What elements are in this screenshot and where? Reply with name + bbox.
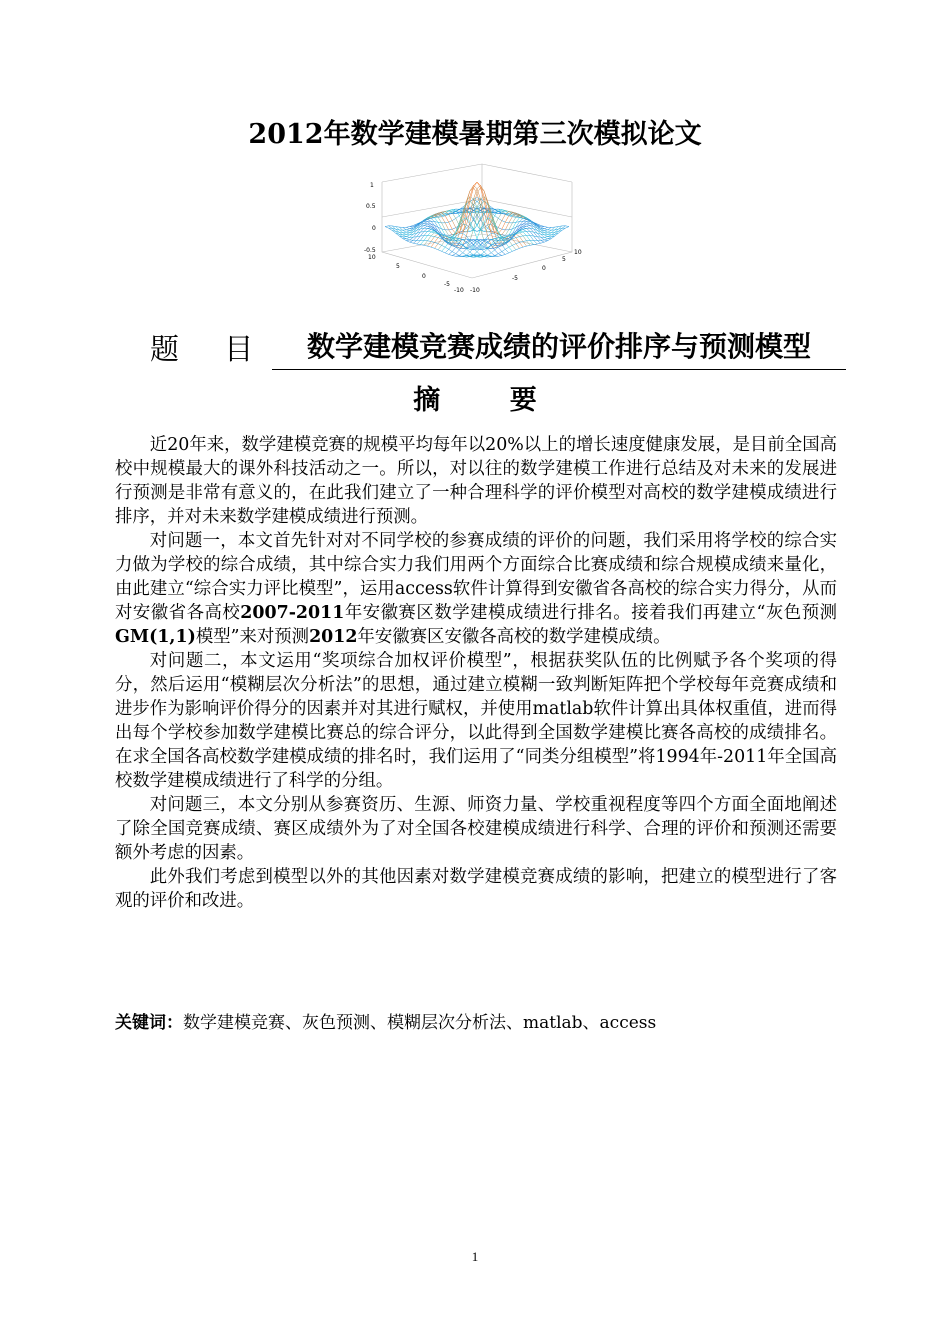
abstract-heading: 摘 要 [413, 385, 567, 416]
surface-plot-figure [362, 160, 602, 300]
abstract-paragraph: 此外我们考虑到模型以外的其他因素对数学建模竞赛成绩的影响，把建立的模型进行了客观的评价和改进。 [115, 867, 837, 911]
z-tick-label: 0 [372, 225, 376, 232]
y-tick-label: -10 [470, 287, 480, 294]
abstract-paragraph: 对问题一，本文首先针对对不同学校的参赛成绩的评价的问题，我们采用将学校的综合实力做为学校的综合成绩，其中综合实力我们用两个方面综合比赛成绩和综合规模成绩来量化，由此建立“综合实力评比模型”，运用access软件计算得到安徽省各高校的综合实力得分，从而对安徽省各高校2007-2011年安徽赛区数学建模成绩进行排名。接着我们再建立“灰色预测GM(1,1)模型”来对预测2012年安徽赛区安徽各高校的数学建模成绩。 [115, 531, 837, 647]
topic-title: 数学建模竞赛成绩的评价排序与预测模型 [272, 325, 846, 370]
surface-plot [362, 160, 602, 300]
abstract-paragraph: 对问题三，本文分别从参赛资历、生源、师资力量、学校重视程度等四个方面全面地阐述了除全国竞赛成绩、赛区成绩外为了对全国各校建模成绩进行科学、合理的评价和预测还需要额外考虑的因素。 [115, 795, 837, 863]
z-tick-label: -0.5 [364, 247, 376, 254]
x-tick-label: -10 [454, 287, 464, 294]
keywords-label: 关键词： [115, 1013, 183, 1033]
y-tick-label: 10 [574, 249, 582, 256]
x-tick-label: 10 [368, 254, 376, 261]
y-tick-label: 0 [542, 265, 546, 272]
y-tick-label: -5 [512, 275, 518, 282]
page-number: 1 [471, 1249, 479, 1264]
x-tick-label: -5 [444, 281, 450, 288]
keywords-text: 数学建模竞赛、灰色预测、模糊层次分析法、matlab、access [183, 1013, 657, 1033]
mesh-line [452, 222, 544, 256]
keywords [115, 1008, 656, 1033]
topic-label: 题 目 [150, 332, 272, 366]
y-tick-label: 5 [562, 256, 566, 263]
abstract-paragraph: 近20年来，数学建模竞赛的规模平均每年以20%以上的增长速度健康发展，是目前全国高校中规模最大的课外科技活动之一。所以，对以往的数学建模工作进行总结及对未来的发展进行预测是非常有意义的，在此我们建立了一种合理科学的评价模型对高校的数学建模成绩进行排序，并对未来数学建模成绩进行预测。 [115, 435, 837, 527]
x-tick-label: 5 [396, 263, 400, 270]
abstract-paragraph: 对问题二，本文运用“奖项综合加权评价模型”，根据获奖队伍的比例赋予各个奖项的得分，然后运用“模糊层次分析法”的思想，通过建立模糊一致判断矩阵把个学校每年竞赛成绩和进步作为影响评价得分的因素并对其进行赋权，并使用matlab软件计算出具体权重值，进而得出每个学校参加数学建模比赛总的综合评分，以此得到全国数学建模比赛各高校的成绩排名。在求全国各高校数学建模成绩的排名时，我们运用了“同类分组模型”将1994年-2011年全国高校数学建模成绩进行了科学的分组。 [115, 651, 837, 791]
abstract-body [115, 433, 837, 913]
page-title: 2012年数学建模暑期第三次模拟论文 [248, 119, 702, 150]
x-tick-label: 0 [422, 273, 426, 280]
z-tick-label: 1 [370, 182, 374, 189]
z-tick-label: 0.5 [366, 203, 376, 210]
